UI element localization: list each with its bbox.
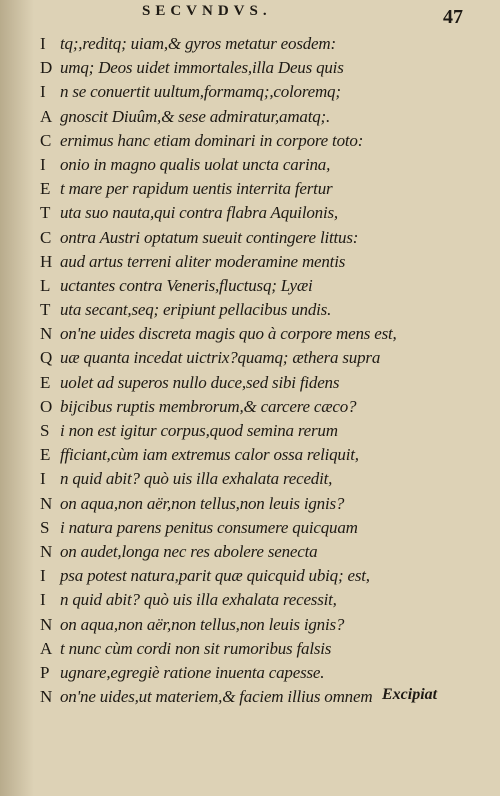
verse-initial: I <box>40 590 46 610</box>
verse-text: psa potest natura,parit quæ quicquid ubiq; est, <box>60 566 370 586</box>
verse-line <box>40 494 480 518</box>
verse-text: uta suo nauta,qui contra flabra Aquilonis, <box>60 203 338 223</box>
verse-line <box>40 542 480 566</box>
verse-initial: D <box>40 58 53 78</box>
verse-line <box>40 615 480 639</box>
verse-initial: S <box>40 517 50 537</box>
verse-text: uolet ad superos nullo duce,sed sibi fidens <box>60 372 340 392</box>
verse-text: on aqua,non aër,non tellus,non leuis ignis? <box>60 493 345 513</box>
verse-text: tq;,reditq; uiam,& gyros metatur eosdem: <box>60 34 336 53</box>
verse-text: ernimus hanc etiam dominari in corpore toto: <box>60 130 364 150</box>
verse-initial: I <box>40 154 46 174</box>
verse-line <box>40 179 480 203</box>
gutter-shadow <box>0 0 34 796</box>
verse-line <box>40 203 480 227</box>
verse-line <box>40 324 480 348</box>
verse-line <box>40 34 480 58</box>
catchword: Excipiat <box>382 686 438 703</box>
verse-initial: H <box>40 251 53 271</box>
verse-initial: A <box>40 106 53 126</box>
verse-text: onio in magno qualis uolat uncta carina, <box>60 154 331 174</box>
verse-initial: L <box>40 275 51 295</box>
verse-initial: I <box>40 469 46 489</box>
verse-list <box>40 34 480 711</box>
verse-initial: N <box>40 687 53 707</box>
verse-line <box>40 421 480 445</box>
verse-line <box>40 397 480 421</box>
verse-text: uctantes contra Veneris,fluctusq; Lyæi <box>60 275 313 295</box>
verse-text: n se conuertit uultum,formamq;,coloremq; <box>60 82 341 102</box>
verse-text: n quid abit? quò uis illa exhalata recessit, <box>60 590 337 610</box>
verse-line <box>40 445 480 469</box>
verse-text: on aqua,non aër,non tellus,non leuis ignis? <box>60 614 345 634</box>
verse-text: fficiant,cùm iam extremus calor ossa reliquit, <box>60 445 359 465</box>
page-number: 47 <box>443 6 463 28</box>
verse-initial: Q <box>40 348 53 368</box>
verse-line <box>40 348 480 372</box>
verse-initial: N <box>40 614 53 634</box>
verse-initial: C <box>40 130 52 150</box>
verse-initial: N <box>40 493 53 513</box>
verse-line <box>40 82 480 106</box>
verse-line <box>40 131 480 155</box>
verse-line <box>40 107 480 131</box>
verse-initial: I <box>40 566 46 586</box>
verse-line <box>40 518 480 542</box>
verse-initial: T <box>40 300 51 320</box>
verse-text: n quid abit? quò uis illa exhalata recedit, <box>60 469 333 489</box>
verse-line <box>40 590 480 614</box>
verse-text: i non est igitur corpus,quod semina rerum <box>60 421 338 440</box>
verse-line <box>40 663 480 687</box>
verse-text: on'ne uides,ut materiem,& faciem illius omnem <box>60 687 373 707</box>
verse-text: t nunc cùm cordi non sit rumoribus falsis <box>60 638 332 658</box>
verse-line <box>40 228 480 252</box>
verse-initial: N <box>40 541 53 561</box>
verse-initial: E <box>40 445 51 465</box>
verse-initial: A <box>40 638 53 658</box>
verse-text: uta secant,seq; eripiunt pellacibus undis. <box>60 300 332 320</box>
verse-text: ontra Austri optatum sueuit contingere littus: <box>60 227 359 247</box>
verse-initial: E <box>40 372 51 392</box>
verse-initial: P <box>40 662 50 682</box>
verse-initial: T <box>40 203 51 223</box>
verse-text: t mare per rapidum uentis interrita fertur <box>60 179 333 199</box>
verse-text: umq; Deos uidet immortales,illa Deus quis <box>60 58 344 78</box>
verse-initial: I <box>40 34 46 53</box>
verse-line <box>40 300 480 324</box>
verse-text: bijcibus ruptis membrorum,& carcere cæco? <box>60 396 357 416</box>
verse-line <box>40 639 480 663</box>
verse-initial: N <box>40 324 53 344</box>
verse-initial: E <box>40 179 51 199</box>
verse-line <box>40 155 480 179</box>
verse-initial: C <box>40 227 52 247</box>
verse-line <box>40 252 480 276</box>
verse-text: gnoscit Diuûm,& sese admiratur,amatq;. <box>60 106 331 126</box>
verse-line <box>40 276 480 300</box>
running-head: SECVNDVS. <box>142 3 272 19</box>
verse-text: ugnare,egregiè ratione inuenta capesse. <box>60 662 325 682</box>
verse-line <box>40 373 480 397</box>
verse-text: i natura parens penitus consumere quicquam <box>60 517 358 537</box>
verse-line <box>40 566 480 590</box>
verse-text: on audet,longa nec res abolere senecta <box>60 541 318 561</box>
verse-line <box>40 58 480 82</box>
verse-initial: O <box>40 396 53 416</box>
verse-line <box>40 469 480 493</box>
verse-text: aud artus terreni aliter moderamine mentis <box>60 251 346 271</box>
verse-text: on'ne uides discreta magis quo à corpore mens est, <box>60 324 397 344</box>
verse-initial: I <box>40 82 46 102</box>
verse-text: uæ quanta incedat uictrix?quamq; æthera supra <box>60 348 381 368</box>
verse-initial: S <box>40 421 50 440</box>
